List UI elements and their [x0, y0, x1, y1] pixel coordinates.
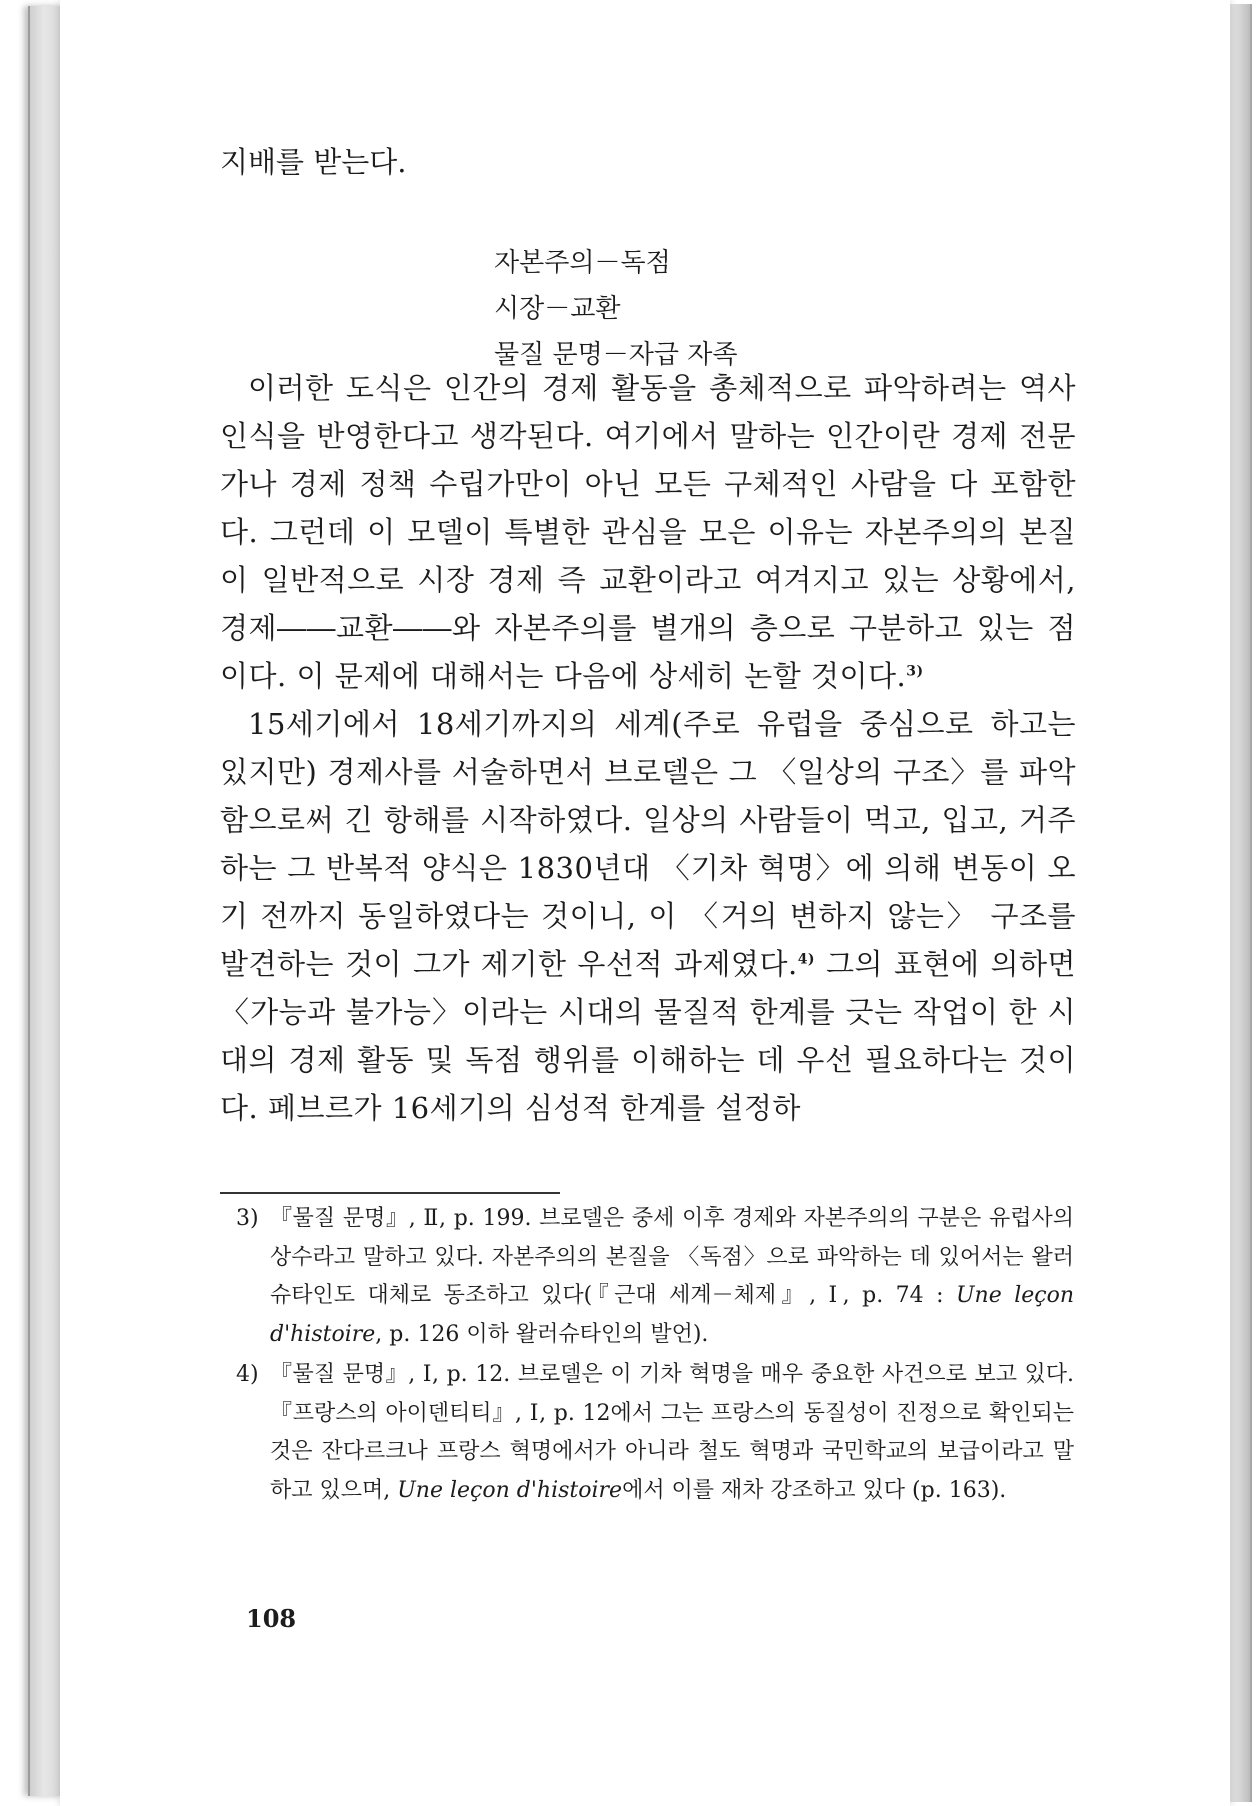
footnote-text-end: , p. 126 이하 왈러슈타인의 발언).: [375, 1321, 709, 1347]
paragraph-2-text-b: 그의 표현에 의하면 〈가능과 불가능〉이라는 시대의 물질적 한계를 긋는 작업이 한 시대의 경제 활동 및 독점 행위를 이해하는 데 우선 필요하다는 것이다. 페브르가 16세기의 심성적 한계를 설정하: [220, 947, 1076, 1125]
footnote-italic-title-b: on d'histoire: [482, 1477, 623, 1503]
footnote-4: [236, 1356, 1074, 1510]
paragraph-1: [220, 364, 1076, 700]
footnote-text-end: 에서 이를 재차 강조하고 있다 (p. 163).: [622, 1477, 1007, 1503]
footnote-italic-title-b: on d'histoire: [270, 1283, 1074, 1347]
footnote-italic-title-a: Une le: [956, 1283, 1035, 1308]
paragraph-1-text: 이러한 도식은 인간의 경제 활동을 총체적으로 파악하려는 역사 인식을 반영한다고 생각된다. 여기에서 말하는 인간이란 경제 전문가나 경제 정책 수립가만이 아닌 모든 구체적인 사람을 다 포함한다. 그런데 이 모델이 특별한 관심을 모은 이유는 자본주의의 본질이 일반적으로 시장 경제 즉 교환이라고 여겨지고 있는 상황에서, 경제――교환――와 자본주의를 별개의 층으로 구분하고 있는 점이다. 이 문제에 대해서는 다음에 상세히 논할 것이다.: [220, 371, 1076, 693]
footnote-ref-4[interactable]: 4): [797, 951, 816, 968]
footnote-ref-3[interactable]: 3): [906, 663, 924, 680]
footnotes: [236, 1200, 1074, 1512]
footnote-divider: [220, 1192, 560, 1194]
paragraph-2-text-a: 15세기에서 18세기까지의 세계(주로 유럽을 중심으로 하고는 있지만) 경제사를 서술하면서 브로델은 그 〈일상의 구조〉를 파악함으로써 긴 항해를 시작하였다. 일상의 사람들이 먹고, 입고, 거주하는 그 반복적 양식은 1830년대 〈기차 혁명〉에 의해 변동이 오기 전까지 동일하였다는 것이니, 이 〈거의 변하지 않는〉 구조를 발견하는 것이 그가 제기한 우선적 과제였다.: [220, 707, 1076, 981]
footnote-italic-title-mark: ç: [1034, 1283, 1047, 1308]
footnote-text: 『물질 문명』, Ⅰ, p. 12. 브로델은 이 기차 혁명을 매우 중요한 사건으로 보고 있다. 『프랑스의 아이덴티티』, Ⅰ, p. 12에서 그는 프랑스의 동질성이 진정으로 확인되는 것은 잔다르크나 프랑스 혁명에서가 아니라 철도 혁명과 국민학교의 보급이라고 말하고 있으며,: [270, 1362, 1074, 1503]
footnote-italic-title-mark: ç: [470, 1477, 483, 1503]
main-text: [220, 364, 1076, 1132]
paragraph-2: [220, 700, 1076, 1132]
footnote-italic-title: [397, 1478, 622, 1503]
page-stack-left-edge: [28, 6, 64, 1796]
model-line-market: 시장－교환: [494, 294, 621, 324]
footnote-italic-title-a: Une le: [397, 1477, 471, 1503]
economic-model-list: [494, 240, 737, 378]
model-line-capitalism: 자본주의－독점: [494, 248, 671, 278]
footnote-number: 4): [236, 1362, 259, 1387]
page-number: 108: [246, 1604, 297, 1633]
footnote-number: 3): [236, 1206, 259, 1231]
footnote-text: 『물질 문명』, Ⅱ, p. 199. 브로델은 중세 이후 경제와 자본주의의 구분은 유럽사의 상수라고 말하고 있다. 자본주의의 본질을 〈독점〉으로 파악하는 데 있어서는 왈러슈타인도 대체로 동조하고 있다(『근대 세계－체제』, Ⅰ, p. 74 :: [270, 1206, 1074, 1308]
model-line-material-civilization: 물질 문명－자급 자족: [494, 340, 738, 370]
footnote-3: [236, 1200, 1074, 1354]
continuation-line: 지배를 받는다.: [220, 145, 407, 179]
